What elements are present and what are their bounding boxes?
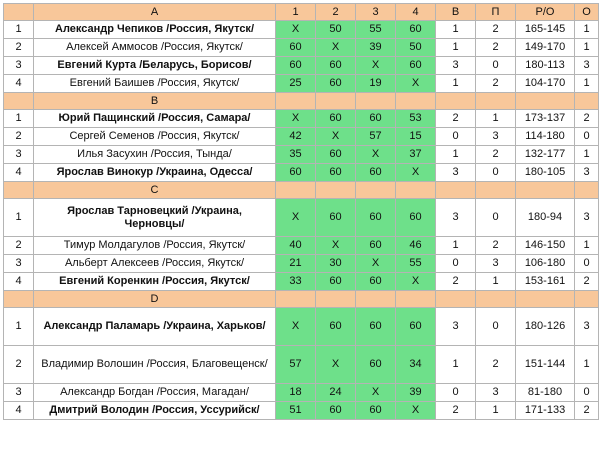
section-empty-cell bbox=[4, 93, 34, 110]
row-number: 4 bbox=[4, 75, 34, 93]
row-number: 4 bbox=[4, 273, 34, 291]
score-cell: 60 bbox=[356, 402, 396, 420]
player-name: Алексей Аммосов /Россия, Якутск/ bbox=[34, 39, 276, 57]
row-number: 1 bbox=[4, 308, 34, 346]
score-total-cell: 0 bbox=[575, 384, 599, 402]
score-total-cell: 1 bbox=[575, 39, 599, 57]
points-diff-cell: 114-180 bbox=[516, 128, 575, 146]
score-cell: X bbox=[316, 346, 356, 384]
header-col-2: 2 bbox=[316, 4, 356, 21]
player-name: Юрий Пащинский /Россия, Самара/ bbox=[34, 110, 276, 128]
section-empty-cell bbox=[436, 182, 476, 199]
score-cell: 55 bbox=[356, 21, 396, 39]
player-name: Сергей Семенов /Россия, Якутск/ bbox=[34, 128, 276, 146]
section-empty-cell bbox=[276, 182, 316, 199]
wins-cell: 0 bbox=[436, 255, 476, 273]
score-cell: 55 bbox=[396, 255, 436, 273]
table-row bbox=[4, 110, 599, 128]
table-row bbox=[4, 75, 599, 93]
score-cell: 35 bbox=[276, 146, 316, 164]
score-cell: 60 bbox=[316, 57, 356, 75]
losses-cell: 2 bbox=[476, 75, 516, 93]
player-name: Владимир Волошин /Россия, Благовещенск/ bbox=[34, 346, 276, 384]
score-cell: 46 bbox=[396, 237, 436, 255]
score-cell: 25 bbox=[276, 75, 316, 93]
wins-cell: 0 bbox=[436, 384, 476, 402]
losses-cell: 2 bbox=[476, 39, 516, 57]
header-number-cell bbox=[4, 4, 34, 21]
row-number: 2 bbox=[4, 128, 34, 146]
score-cell: 60 bbox=[316, 75, 356, 93]
score-cell: 57 bbox=[276, 346, 316, 384]
score-cell: X bbox=[316, 39, 356, 57]
losses-cell: 0 bbox=[476, 164, 516, 182]
section-empty-cell bbox=[4, 291, 34, 308]
losses-cell: 3 bbox=[476, 384, 516, 402]
score-cell: 30 bbox=[316, 255, 356, 273]
section-empty-cell bbox=[575, 93, 599, 110]
score-total-cell: 1 bbox=[575, 146, 599, 164]
score-cell: 51 bbox=[276, 402, 316, 420]
wins-cell: 1 bbox=[436, 75, 476, 93]
losses-cell: 3 bbox=[476, 128, 516, 146]
points-diff-cell: 146-150 bbox=[516, 237, 575, 255]
section-empty-cell bbox=[476, 291, 516, 308]
losses-cell: 2 bbox=[476, 21, 516, 39]
section-header-row bbox=[4, 93, 599, 110]
section-empty-cell bbox=[276, 291, 316, 308]
player-name: Евгений Коренкин /Россия, Якутск/ bbox=[34, 273, 276, 291]
score-total-cell: 3 bbox=[575, 164, 599, 182]
wins-cell: 2 bbox=[436, 110, 476, 128]
score-total-cell: 3 bbox=[575, 308, 599, 346]
points-diff-cell: 132-177 bbox=[516, 146, 575, 164]
losses-cell: 3 bbox=[476, 255, 516, 273]
section-label: D bbox=[34, 291, 276, 308]
table-row bbox=[4, 237, 599, 255]
section-empty-cell bbox=[476, 93, 516, 110]
player-name: Евгений Баишев /Россия, Якутск/ bbox=[34, 75, 276, 93]
results-table bbox=[3, 3, 599, 420]
table-row bbox=[4, 39, 599, 57]
section-empty-cell bbox=[516, 182, 575, 199]
section-empty-cell bbox=[575, 291, 599, 308]
score-total-cell: 1 bbox=[575, 346, 599, 384]
header-losses: П bbox=[476, 4, 516, 21]
score-cell: 60 bbox=[396, 308, 436, 346]
points-diff-cell: 180-126 bbox=[516, 308, 575, 346]
score-cell: 60 bbox=[396, 21, 436, 39]
table-row bbox=[4, 346, 599, 384]
score-cell: 19 bbox=[356, 75, 396, 93]
score-cell: 15 bbox=[396, 128, 436, 146]
section-empty-cell bbox=[476, 182, 516, 199]
table-row bbox=[4, 273, 599, 291]
wins-cell: 0 bbox=[436, 128, 476, 146]
score-cell: 60 bbox=[356, 164, 396, 182]
losses-cell: 1 bbox=[476, 110, 516, 128]
score-cell: X bbox=[396, 164, 436, 182]
player-name: Ярослав Винокур /Украина, Одесса/ bbox=[34, 164, 276, 182]
score-cell: X bbox=[276, 199, 316, 237]
wins-cell: 1 bbox=[436, 346, 476, 384]
losses-cell: 0 bbox=[476, 57, 516, 75]
row-number: 2 bbox=[4, 346, 34, 384]
score-cell: 53 bbox=[396, 110, 436, 128]
section-empty-cell bbox=[276, 93, 316, 110]
table-row bbox=[4, 146, 599, 164]
section-empty-cell bbox=[436, 93, 476, 110]
player-name: Тимур Молдагулов /Россия, Якутск/ bbox=[34, 237, 276, 255]
score-total-cell: 2 bbox=[575, 402, 599, 420]
header-points-diff: Р/О bbox=[516, 4, 575, 21]
score-total-cell: 3 bbox=[575, 199, 599, 237]
points-diff-cell: 180-94 bbox=[516, 199, 575, 237]
wins-cell: 1 bbox=[436, 146, 476, 164]
points-diff-cell: 81-180 bbox=[516, 384, 575, 402]
wins-cell: 2 bbox=[436, 273, 476, 291]
player-name: Александр Богдан /Россия, Магадан/ bbox=[34, 384, 276, 402]
player-name: Дмитрий Володин /Россия, Уссурийск/ bbox=[34, 402, 276, 420]
score-cell: 24 bbox=[316, 384, 356, 402]
score-cell: 60 bbox=[396, 199, 436, 237]
score-cell: 60 bbox=[276, 164, 316, 182]
player-name: Илья Засухин /Россия, Тында/ bbox=[34, 146, 276, 164]
score-cell: X bbox=[316, 237, 356, 255]
section-empty-cell bbox=[396, 291, 436, 308]
score-cell: 50 bbox=[316, 21, 356, 39]
section-header-row bbox=[4, 291, 599, 308]
losses-cell: 2 bbox=[476, 346, 516, 384]
points-diff-cell: 180-105 bbox=[516, 164, 575, 182]
score-total-cell: 0 bbox=[575, 255, 599, 273]
wins-cell: 1 bbox=[436, 237, 476, 255]
player-name: Александр Паламарь /Украина, Харьков/ bbox=[34, 308, 276, 346]
score-cell: 18 bbox=[276, 384, 316, 402]
score-cell: 60 bbox=[356, 199, 396, 237]
section-empty-cell bbox=[316, 182, 356, 199]
wins-cell: 2 bbox=[436, 402, 476, 420]
score-cell: 60 bbox=[316, 402, 356, 420]
header-col-4: 4 bbox=[396, 4, 436, 21]
table-row bbox=[4, 199, 599, 237]
row-number: 2 bbox=[4, 237, 34, 255]
losses-cell: 2 bbox=[476, 146, 516, 164]
score-cell: 50 bbox=[396, 39, 436, 57]
score-cell: 60 bbox=[316, 308, 356, 346]
row-number: 1 bbox=[4, 110, 34, 128]
score-cell: X bbox=[356, 146, 396, 164]
points-diff-cell: 149-170 bbox=[516, 39, 575, 57]
score-cell: X bbox=[356, 57, 396, 75]
section-empty-cell bbox=[516, 93, 575, 110]
score-cell: 42 bbox=[276, 128, 316, 146]
section-empty-cell bbox=[436, 291, 476, 308]
losses-cell: 0 bbox=[476, 199, 516, 237]
points-diff-cell: 104-170 bbox=[516, 75, 575, 93]
score-cell: X bbox=[276, 21, 316, 39]
wins-cell: 3 bbox=[436, 57, 476, 75]
score-total-cell: 2 bbox=[575, 110, 599, 128]
row-number: 1 bbox=[4, 199, 34, 237]
section-empty-cell bbox=[396, 93, 436, 110]
section-empty-cell bbox=[4, 182, 34, 199]
score-cell: 60 bbox=[276, 57, 316, 75]
table-row bbox=[4, 57, 599, 75]
header-row bbox=[4, 4, 599, 21]
table-row bbox=[4, 402, 599, 420]
table-row bbox=[4, 308, 599, 346]
table-row bbox=[4, 21, 599, 39]
score-cell: 60 bbox=[316, 110, 356, 128]
score-cell: 40 bbox=[276, 237, 316, 255]
header-wins: В bbox=[436, 4, 476, 21]
score-cell: 60 bbox=[356, 273, 396, 291]
score-total-cell: 1 bbox=[575, 21, 599, 39]
points-diff-cell: 180-113 bbox=[516, 57, 575, 75]
section-empty-cell bbox=[356, 182, 396, 199]
points-diff-cell: 165-145 bbox=[516, 21, 575, 39]
points-diff-cell: 106-180 bbox=[516, 255, 575, 273]
row-number: 4 bbox=[4, 164, 34, 182]
score-cell: X bbox=[276, 110, 316, 128]
row-number: 1 bbox=[4, 21, 34, 39]
score-cell: 60 bbox=[356, 237, 396, 255]
header-col-1: 1 bbox=[276, 4, 316, 21]
section-empty-cell bbox=[516, 291, 575, 308]
points-diff-cell: 171-133 bbox=[516, 402, 575, 420]
table-row bbox=[4, 164, 599, 182]
section-empty-cell bbox=[575, 182, 599, 199]
losses-cell: 1 bbox=[476, 402, 516, 420]
score-cell: 60 bbox=[316, 199, 356, 237]
score-cell: 60 bbox=[316, 164, 356, 182]
table-row bbox=[4, 384, 599, 402]
player-name: Ярослав Тарновецкий /Украина, Черновцы/ bbox=[34, 199, 276, 237]
section-empty-cell bbox=[356, 93, 396, 110]
score-cell: X bbox=[396, 402, 436, 420]
score-cell: 60 bbox=[356, 110, 396, 128]
player-name: Евгений Курта /Беларусь, Борисов/ bbox=[34, 57, 276, 75]
table-row bbox=[4, 128, 599, 146]
header-group-label: A bbox=[34, 4, 276, 21]
score-cell: 60 bbox=[276, 39, 316, 57]
score-total-cell: 1 bbox=[575, 75, 599, 93]
section-header-row bbox=[4, 182, 599, 199]
row-number: 4 bbox=[4, 402, 34, 420]
player-name: Александр Чепиков /Россия, Якутск/ bbox=[34, 21, 276, 39]
wins-cell: 3 bbox=[436, 199, 476, 237]
section-empty-cell bbox=[316, 93, 356, 110]
losses-cell: 2 bbox=[476, 237, 516, 255]
table-row bbox=[4, 255, 599, 273]
score-cell: 60 bbox=[316, 146, 356, 164]
player-name: Альберт Алексеев /Россия, Якутск/ bbox=[34, 255, 276, 273]
section-empty-cell bbox=[396, 182, 436, 199]
section-empty-cell bbox=[356, 291, 396, 308]
score-total-cell: 3 bbox=[575, 57, 599, 75]
wins-cell: 1 bbox=[436, 39, 476, 57]
score-cell: X bbox=[396, 75, 436, 93]
score-cell: 60 bbox=[356, 346, 396, 384]
wins-cell: 3 bbox=[436, 164, 476, 182]
row-number: 2 bbox=[4, 39, 34, 57]
score-cell: 60 bbox=[396, 57, 436, 75]
score-total-cell: 2 bbox=[575, 273, 599, 291]
score-cell: 60 bbox=[316, 273, 356, 291]
wins-cell: 3 bbox=[436, 308, 476, 346]
points-diff-cell: 153-161 bbox=[516, 273, 575, 291]
score-total-cell: 1 bbox=[575, 237, 599, 255]
results-body bbox=[4, 4, 599, 420]
score-total-cell: 0 bbox=[575, 128, 599, 146]
score-cell: 37 bbox=[396, 146, 436, 164]
section-label: B bbox=[34, 93, 276, 110]
score-cell: 60 bbox=[356, 308, 396, 346]
score-cell: 21 bbox=[276, 255, 316, 273]
section-empty-cell bbox=[316, 291, 356, 308]
score-cell: 34 bbox=[396, 346, 436, 384]
score-cell: X bbox=[356, 255, 396, 273]
row-number: 3 bbox=[4, 57, 34, 75]
row-number: 3 bbox=[4, 384, 34, 402]
row-number: 3 bbox=[4, 255, 34, 273]
points-diff-cell: 151-144 bbox=[516, 346, 575, 384]
losses-cell: 0 bbox=[476, 308, 516, 346]
score-cell: X bbox=[356, 384, 396, 402]
losses-cell: 1 bbox=[476, 273, 516, 291]
score-cell: 57 bbox=[356, 128, 396, 146]
wins-cell: 1 bbox=[436, 21, 476, 39]
score-cell: X bbox=[396, 273, 436, 291]
points-diff-cell: 173-137 bbox=[516, 110, 575, 128]
header-col-3: 3 bbox=[356, 4, 396, 21]
section-label: C bbox=[34, 182, 276, 199]
score-cell: X bbox=[276, 308, 316, 346]
score-cell: 39 bbox=[396, 384, 436, 402]
row-number: 3 bbox=[4, 146, 34, 164]
score-cell: 39 bbox=[356, 39, 396, 57]
header-score: О bbox=[575, 4, 599, 21]
score-cell: X bbox=[316, 128, 356, 146]
score-cell: 33 bbox=[276, 273, 316, 291]
